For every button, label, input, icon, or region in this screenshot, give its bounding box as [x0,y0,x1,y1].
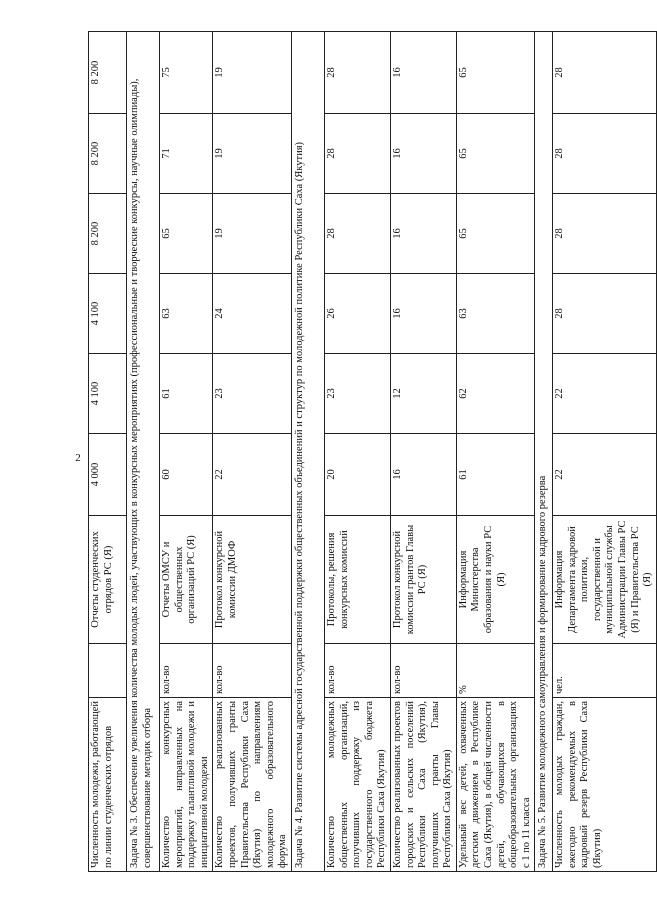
value-cell: 65 [456,194,535,274]
value-cell: 63 [456,274,535,354]
value-cell: 28 [553,274,657,354]
indicator-name: Количество конкурсных мероприятий, направленных на поддержку талантливой молодежи и инициативной молодежи [160,698,213,872]
unit-cell: кол-во [213,644,292,698]
indicator-name: Количество молодежных общественных организаций, получивших поддержку из государственного бюджета Республики Саха (Якутия) [324,698,390,872]
unit-cell: кол-во [324,644,390,698]
unit-cell: кол-во [390,644,456,698]
value-cell: 8 200 [89,114,127,194]
task-heading: Задача № 3. Обеспечение увеличения количества молодых людей, участвующих в конкурсных мероприятиях (профессиональные и творческие конкурсы, научные олимпиады), совершенствование методик отбора [127,32,160,872]
value-cell: 16 [390,274,456,354]
source-cell: Протоколы, решения конкурсных комиссий [324,516,390,644]
value-cell: 65 [160,194,213,274]
value-cell: 8 200 [89,194,127,274]
value-cell: 63 [160,274,213,354]
indicators-table [88,31,657,872]
unit-cell: % [456,644,535,698]
unit-cell: кол-во [160,644,213,698]
value-cell: 12 [390,354,456,434]
source-cell: Информация Департамента кадровой политики, государственной и муниципальной службы Администрации Главы РС (Я) и Правительства РС (Я) [553,516,657,644]
value-cell: 60 [160,434,213,516]
value-cell: 20 [324,434,390,516]
value-cell: 23 [213,354,292,434]
value-cell: 16 [390,194,456,274]
indicator-name: Численность молодых граждан, ежегодно рекомендуемых в кадровый резерв Республики Саха (Якутия) [553,698,657,872]
value-cell: 61 [160,354,213,434]
value-cell: 65 [456,114,535,194]
value-cell: 28 [553,32,657,114]
indicator-row [324,32,390,872]
task-row [127,32,160,872]
table-body [89,32,657,872]
value-cell: 28 [324,32,390,114]
indicator-name: Количество реализованных проектов, получивших гранты Правительства Республики Саха (Якутия) по направлениям молодежного образовательного форума [213,698,292,872]
page-number: 2 [75,452,81,464]
source-cell: Отчеты студенческих отрядов РС (Я) [89,516,127,644]
value-cell: 22 [553,354,657,434]
indicator-row [456,32,535,872]
value-cell: 16 [390,32,456,114]
value-cell: 71 [160,114,213,194]
indicator-row [160,32,213,872]
value-cell: 28 [553,114,657,194]
value-cell: 24 [213,274,292,354]
source-cell: Информация Министерства образования и науки РС (Я) [456,516,535,644]
value-cell: 4 000 [89,434,127,516]
value-cell: 65 [456,32,535,114]
source-cell: Отчеты ОМСУ и общественных организаций РС (Я) [160,516,213,644]
source-cell: Протокол конкурсной комиссии ДМОФ [213,516,292,644]
source-cell: Протокол конкурсной комиссии грантов Главы РС (Я) [390,516,456,644]
value-cell: 62 [456,354,535,434]
task-heading: Задача № 4. Развитие системы адресной государственной поддержки общественных объединений и структур по молодежной политике Республики Саха (Якутия) [291,32,324,872]
value-cell: 22 [553,434,657,516]
indicator-name: Численность молодежи, работающей по линии студенческих отрядов [89,698,127,872]
value-cell: 19 [213,32,292,114]
value-cell: 61 [456,434,535,516]
value-cell: 22 [213,434,292,516]
indicator-row [213,32,292,872]
task-row [535,32,553,872]
value-cell: 28 [553,194,657,274]
task-row [291,32,324,872]
indicator-row [553,32,657,872]
value-cell: 16 [390,114,456,194]
value-cell: 19 [213,194,292,274]
value-cell: 16 [390,434,456,516]
value-cell: 28 [324,114,390,194]
value-cell: 4 100 [89,354,127,434]
indicator-name: Удельный вес детей, охваченных детским движением в Республике Саха (Якутия), в общей численности детей, обучающихся в общеобразовательных организациях с 1 по 11 класса [456,698,535,872]
rotated-page [88,32,654,872]
value-cell: 23 [324,354,390,434]
indicator-row [89,32,127,872]
value-cell: 8 200 [89,32,127,114]
value-cell: 19 [213,114,292,194]
value-cell: 28 [324,194,390,274]
indicator-row [390,32,456,872]
indicator-name: Количество реализованных проектов городских и сельских поселений Республики Саха (Якутия), получивших гранты Главы Республики Саха (Якутия) [390,698,456,872]
value-cell: 26 [324,274,390,354]
value-cell: 75 [160,32,213,114]
value-cell: 4 100 [89,274,127,354]
unit-cell [89,644,127,698]
unit-cell: чел. [553,644,657,698]
task-heading: Задача № 5. Развитие молодежного самоуправления и формирование кадрового резерва [535,32,553,872]
